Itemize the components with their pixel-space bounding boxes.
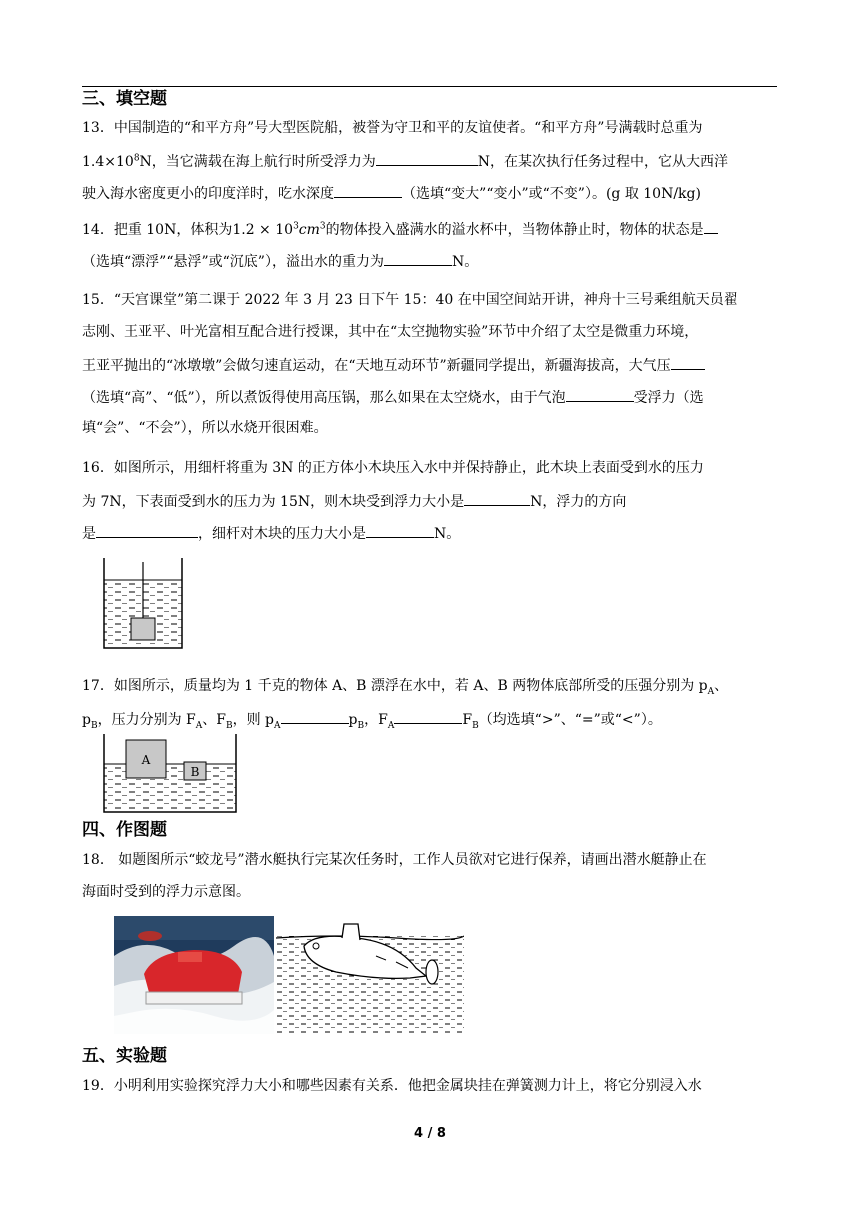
q16-blank-rod-force[interactable]	[366, 522, 434, 538]
q17-blank-pressure[interactable]	[281, 708, 349, 724]
q14-blank-state[interactable]	[704, 218, 718, 234]
section-heading-drawing: 四、作图题	[82, 820, 167, 840]
q16-blank-buoyancy[interactable]	[464, 490, 530, 506]
q16-blank-direction[interactable]	[96, 522, 198, 538]
q13-line2: $1.4\times 10^8N$，当它满载在海上航行时所受浮力为 N，在某次执行任务过程中，它从大西洋	[82, 150, 728, 172]
water-region	[104, 764, 236, 812]
q14-line1: 14．把重 10N，体积为$1.2 \times 10^3cm^3$的物体投入盛满水的溢水杯中，当物体静止时，物体的状态是	[82, 218, 718, 240]
q15-line1: 15．“天宫课堂”第二课于 2022 年 3 月 23 日下午 15：40 在中国空间站开讲，神舟十三号乘组航天员翟	[82, 292, 738, 308]
section-heading-fill-in: 三、填空题	[82, 89, 167, 109]
block-a-label: A	[141, 753, 151, 767]
q18-line2: 海面时受到的浮力示意图。	[82, 884, 250, 900]
q15-line2: 志刚、王亚平、叶光富相互配合进行授课，其中在“太空抛物实验”环节中介绍了太空是微重力环境，	[82, 324, 699, 340]
block-b-label: B	[190, 765, 200, 779]
q14-blank-weight[interactable]	[384, 250, 452, 266]
q17-line2: $p_B$，压力分别为 $F_A$、$F_B$，则 $p_A$ $p_B$，$F_A$ $F_B$（均选填“>”、“=”或“<”）。	[82, 708, 662, 730]
q15-line4: （选填“高”、“低”），所以煮饭得使用高压锅，那么如果在太空烧水，由于气泡 受浮力（选	[82, 386, 704, 408]
q15-blank-buoyancy[interactable]	[566, 386, 634, 402]
q13-line3: 驶入海水密度更小的印度洋时，吃水深度 （选填“变大”“变小”或“不变”）。(g 取 10N/kg)	[82, 182, 701, 204]
q13-blank-buoyancy[interactable]	[376, 150, 478, 166]
q19-line1: 19．小明利用实验探究浮力大小和哪些因素有关系．他把金属块挂在弹簧测力计上，将它分别浸入水	[82, 1078, 702, 1094]
q15-blank-pressure[interactable]	[671, 354, 705, 370]
q14-line2: （选填“漂浮”“悬浮”或“沉底”），溢出水的重力为 N。	[82, 250, 478, 272]
q13-line1: 13．中国制造的“和平方舟”号大型医院船，被誉为守卫和平的友谊使者。“和平方舟”号满载时总重为	[82, 120, 703, 136]
q18-line1: 18． 如题图所示“蛟龙号”潜水艇执行完某次任务时，工作人员欲对它进行保养，请画出潜水艇静止在	[82, 852, 707, 868]
q13-blank-draft[interactable]	[334, 182, 402, 198]
q17-blank-force[interactable]	[394, 708, 462, 724]
q16-line3: 是 ，细杆对木块的压力大小是 N。	[82, 522, 460, 544]
submarine-propeller	[426, 960, 438, 984]
q17-line1: 17．如图所示，质量均为 1 千克的物体 A、B 漂浮在水中，若 A、B 两物体底部所受的压强分别为 $p_A$、	[82, 678, 729, 697]
floating-blocks-figure	[100, 732, 240, 816]
q16-line1: 16．如图所示，用细杆将重为 3N 的正方体小木块压入水中并保持静止，此木块上表面受到水的压力	[82, 460, 704, 476]
wood-block	[131, 618, 155, 640]
submarine-tower	[342, 924, 360, 940]
submersible-photo	[114, 916, 274, 1034]
section-heading-experiment: 五、实验题	[82, 1046, 167, 1066]
q15-line3: 王亚平抛出的“冰墩墩”会做匀速直运动，在“天地互动环节”新疆同学提出，新疆海拔高，大气压	[82, 354, 705, 376]
top-rule	[82, 86, 777, 87]
q16-line2: 为 7N，下表面受到水的压力为 15N，则木块受到浮力大小是 N，浮力的方向	[82, 490, 626, 512]
beaker-block-figure	[100, 556, 186, 652]
submarine-sketch	[276, 916, 464, 1034]
page-number: 4 / 8	[414, 1126, 446, 1141]
q15-line5: 填“会”、“不会”），所以水烧开很困难。	[82, 420, 328, 436]
